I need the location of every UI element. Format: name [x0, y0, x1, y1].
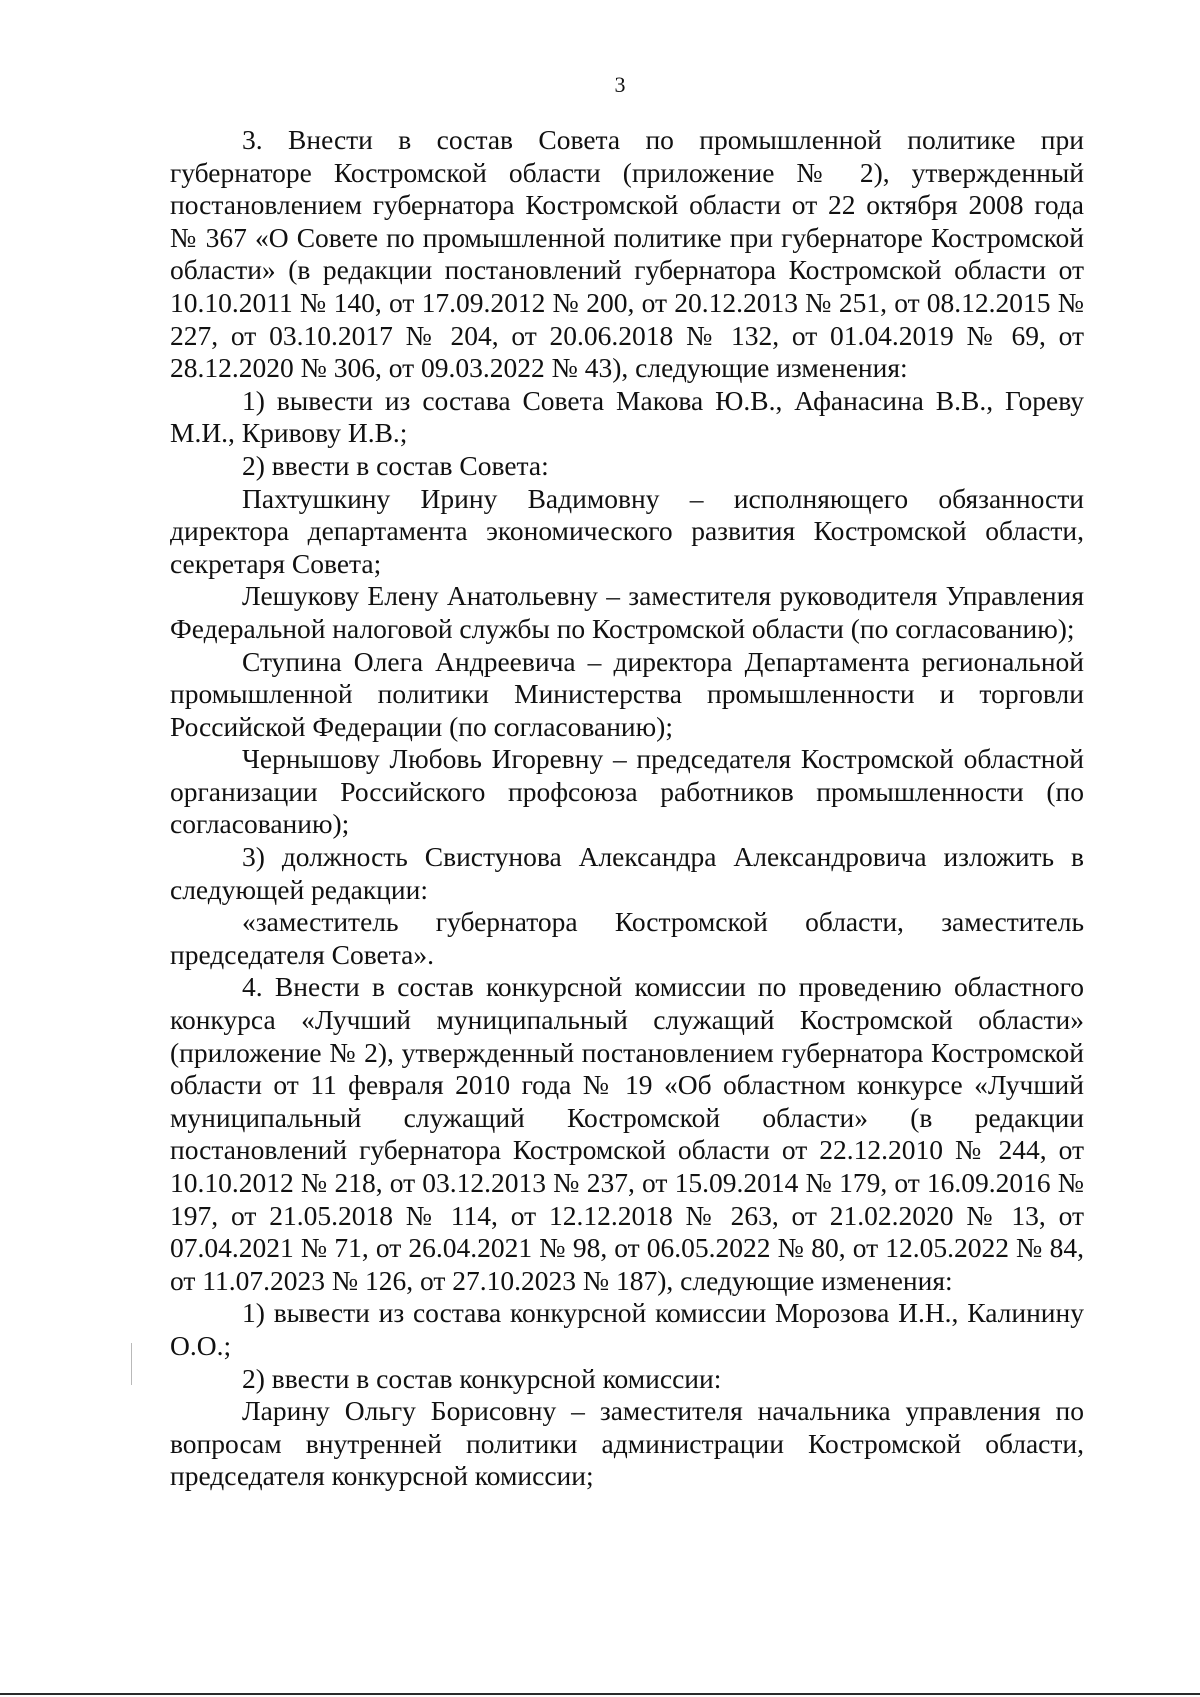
page-number: 3 — [614, 72, 626, 97]
paragraph-member-stupin: Ступина Олега Андреевича – директора Департамента региональной промышленной политики Министерства промышленности и торговли Российской Федерации (по согласованию); — [170, 645, 1084, 742]
scan-margin-mark — [131, 1343, 132, 1385]
paragraph-member-larina: Ларину Ольгу Борисовну – заместителя начальника управления по вопросам внутренней политики администрации Костромской области, председателя конкурсной комиссии; — [170, 1395, 1084, 1492]
paragraph-subitem-remove-members: 1) вывести из состава Совета Макова Ю.В., Афанасина В.В., Гореву М.И., Кривову И.В.; — [170, 384, 1084, 449]
paragraph-subitem-position-change: 3) должность Свистунова Александра Александровича изложить в следующей редакции: — [170, 841, 1084, 905]
paragraph-subitem-add-commission-members: 2) ввести в состав конкурсной комиссии: — [242, 1362, 722, 1394]
document-body — [170, 124, 1084, 1493]
paragraph-subitem-add-members: 2) ввести в состав Совета: — [242, 449, 549, 481]
scan-bottom-edge — [0, 1693, 1200, 1695]
paragraph-member-pakhtushkina: Пахтушкину Ирину Вадимовну – исполняющего обязанности директора департамента экономического развития Костромской области, секретаря Совета; — [170, 482, 1084, 579]
paragraph-subitem-remove-commission-members: 1) вывести из состава конкурсной комиссии Морозова И.Н., Калинину О.О.; — [170, 1297, 1084, 1361]
paragraph-item-4: 4. Внести в состав конкурсной комиссии по проведению областного конкурса «Лучший муниципальный служащий Костромской области» (приложение № 2), утвержденный постановлением губернатора Костромской области от 11 февраля 2010 года № 19 «Об областном конкурсе «Лучший муниципальный служащий Костромской области» (в редакции постановлений губернатора Костромской области от 22.12.2010 № 244, от 10.10.2012 № 218, от 03.12.2013 № 237, от 15.09.2014 № 179, от 16.09.2016 № 197, от 21.05.2018 № 114, от 12.12.2018 № 263, от 21.02.2020 № 13, от 07.04.2021 № 71, от 26.04.2021 № 98, от 06.05.2022 № 80, от 12.05.2022 № 84, от 11.07.2023 № 126, от 27.10.2023 № 187), следующие изменения: — [170, 971, 1084, 1296]
paragraph-position-text: «заместитель губернатора Костромской области, заместитель председателя Совета». — [170, 906, 1084, 970]
paragraph-member-chernyshova: Чернышову Любовь Игоревну – председателя Костромской областной организации Российского профсоюза работников промышленности (по согласованию); — [170, 743, 1084, 840]
paragraph-item-3: 3. Внести в состав Совета по промышленной политике при губернаторе Костромской области (приложение № 2), утвержденный постановлением губернатора Костромской области от 22 октября 2008 года № 367 «О Совете по промышленной политике при губернаторе Костромской области» (в редакции постановлений губернатора Костромской области от 10.10.2011 № 140, от 17.09.2012 № 200, от 20.12.2013 № 251, от 08.12.2015 № 227, от 03.10.2017 № 204, от 20.06.2018 № 132, от 01.04.2019 № 69, от 28.12.2020 № 306, от 09.03.2022 № 43), следующие изменения: — [170, 124, 1084, 384]
paragraph-member-leshukova: Лешукову Елену Анатольевну – заместителя руководителя Управления Федеральной налоговой службы по Костромской области (по согласованию); — [170, 580, 1084, 644]
